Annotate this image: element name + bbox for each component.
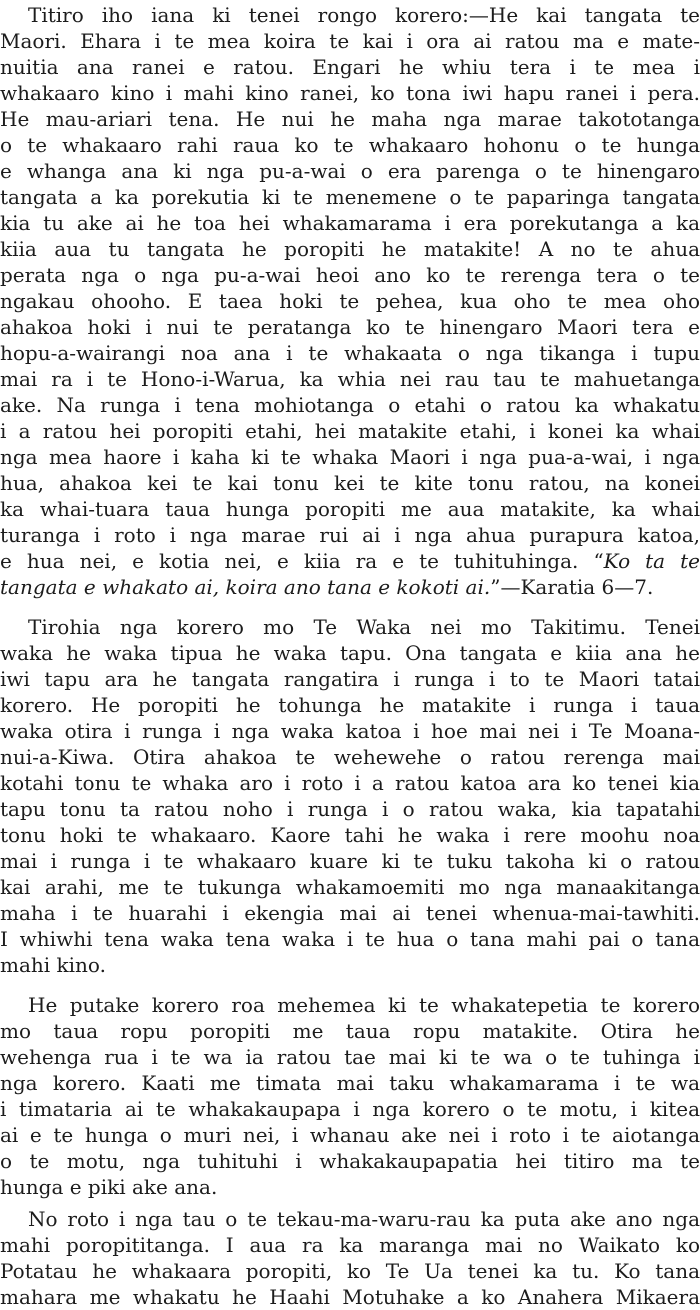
paragraph-2-line-7: kotahi tonu te whaka aro i roto i a ratou katoa ara ko tenei kia [0,771,700,795]
paragraph-4-line-2: mahi poropititanga. I aua ra ka maranga mai no Waikato ko [0,1233,700,1257]
paragraph-1-line-18: nga mea haore i kaha ki te whaka Maori i nga pua-a-wai, i nga [0,445,700,469]
paragraph-2-line-8: tapu tonu ta ratou noho i runga i o ratou waka, kia tapatahi [0,797,700,821]
paragraph-4-line-3: Potatau he whakaara poropiti, ko Te Ua tenei ka tu. Ko tana [0,1259,700,1283]
paragraph-3-line-3: wehenga rua i te wa ia ratou tae mai ki te wa o te tuhinga i [0,1045,700,1069]
paragraph-1-line-11: perata nga o nga pu-a-wai heoi ano ko te rerenga tera o te [0,263,700,287]
paragraph-2-line-5: waka otira i runga i nga waka katoa i hoe mai nei i Te Moana- [0,719,700,743]
quote-open-mark: “ [593,549,604,573]
paragraph-3-line-4: nga korero. Kaati me timata mai taku whakamarama i te wa [0,1071,700,1095]
paragraph-1-line-22 [0,548,700,574]
paragraph-1-line-19: hua, ahakoa kei te kai tonu kei te kite tonu ratou, na konei [0,471,700,495]
paragraph-1-line-15: mai ra i te Hono-i-Warua, ka whia nei rau tau te mahuetanga [0,367,700,391]
paragraph-2-line-9: tonu hoki te whakaaro. Kaore tahi he waka i rere moohu noa [0,823,700,847]
paragraph-3-line-8: hunga e piki ake ana. [0,1175,218,1199]
paragraph-2-line-3: iwi tapu ara he tangata rangatira i runga i to te Maori tatai [0,667,700,691]
paragraph-3-line-2: mo taua ropu poropiti me taua ropu matakite. Otira he [0,1019,700,1043]
quote-lead: tangata e whakato ai, koira ano tana e kokoti ai. [0,575,491,599]
paragraph-1-line-2: Maori. Ehara i te mea koira te kai i ora ai ratou ma e mate- [0,29,700,53]
paragraph-1-line-7: e whanga ana ki nga pu-a-wai o era parenga o te hinengaro [0,159,700,183]
quote-close-mark: ” [490,575,501,599]
paragraph-1-line-17: i a ratou hei poropiti etahi, hei matakite etahi, i konei ka whai [0,419,700,443]
paragraph-1-line-6: o te whakaaro rahi raua ko te whakaaro hohonu o te hunga [0,133,700,157]
paragraph-2-line-2: waka he waka tipua he waka tapu. Ona tangata e kiia ana he [0,641,700,665]
paragraph-4-line-1: No roto i nga tau o te tekau-ma-waru-rau ka puta ake ano nga [28,1207,700,1231]
paragraph-1-line-3: nuitia ana ranei e ratou. Engari he whiu tera i te mea i [0,55,700,79]
paragraph-1-line-1: Titiro iho iana ki tenei rongo korero:—He kai tangata te [28,3,700,27]
paragraph-1-line-23 [0,574,700,600]
paragraph-1-line-9: kia tu ake ai he toa hei whakamarama i era porekutanga a ka [0,211,700,235]
paragraph-1-line-16: ake. Na runga i tena mohiotanga o etahi o ratou ka whakatu [0,393,700,417]
paragraph-2-line-14: mahi kino. [0,953,106,977]
paragraph-1-line-4: whakaaro kino i mahi kino ranei, ko tona iwi hapu ranei i pera. [0,81,700,105]
paragraph-3-line-1: He putake korero roa mehemea ki te whakatepetia te korero [28,993,700,1017]
paragraph-4-line-4: mahara me whakatu he Haahi Motuhake a ko Anahera Mikaera [0,1285,700,1309]
paragraph-3-line-6: ai e te hunga o muri nei, i whanau ake nei i roto i te aiotanga [0,1123,700,1147]
paragraph-1-line-14: hopu-a-wairangi noa ana i te whakaata o nga tikanga i tupu [0,341,700,365]
paragraph-2-line-6: nui-a-Kiwa. Otira ahakoa te wehewehe o ratou rerenga mai [0,745,700,769]
paragraph-1-line-22-text: e hua nei, e kotia nei, e kiia ra e te tuhituhinga. [0,549,579,573]
paragraph-2-line-10: mai i runga i te whakaaro kuare ki te tuku takoha ki o ratou [0,849,700,873]
paragraph-1-line-20: ka whai-tuara taua hunga poropiti me aua matakite, ka whai [0,497,700,521]
quote-head: Ko ta te [603,549,700,573]
paragraph-2-line-1: Tirohia nga korero mo Te Waka nei mo Takitimu. Tenei [28,615,700,639]
paragraph-3-line-7: o te motu, nga tuhituhi i whakakaupapatia hei titiro ma te [0,1149,700,1173]
paragraph-2-line-13: I whiwhi tena waka tena waka i te hua o tana mahi pai o tana [0,927,700,951]
paragraph-1-line-12: ngakau ohooho. E taea hoki te pehea, kua oho te mea oho [0,289,700,313]
paragraph-1-line-13: ahakoa hoki i nui te peratanga ko te hinengaro Maori tera e [0,315,700,339]
paragraph-1-line-5: He mau-ariari tena. He nui he maha nga marae takototanga [0,107,700,131]
paragraph-1-line-8: tangata a ka porekutia ki te menemene o te paparinga tangata [0,185,700,209]
citation: —Karatia 6—7. [500,575,654,599]
paragraph-2-line-4: korero. He poropiti he tohunga he matakite i runga i taua [0,693,700,717]
paragraph-3-line-5: i timataria ai te whakakaupapa i nga korero o te motu, i kitea [0,1097,700,1121]
paragraph-2-line-11: kai arahi, me te tukunga whakamoemiti mo nga manaakitanga [0,875,700,899]
paragraph-1-line-10: kiia aua tu tangata he poropiti he matakite! A no te ahua [0,237,700,261]
paragraph-1-line-21: turanga i roto i nga marae rui ai i nga ahua purapura katoa, [0,523,700,547]
paragraph-2-line-12: maha i te huarahi i ekengia mai ai tenei whenua-mai-tawhiti. [0,901,700,925]
